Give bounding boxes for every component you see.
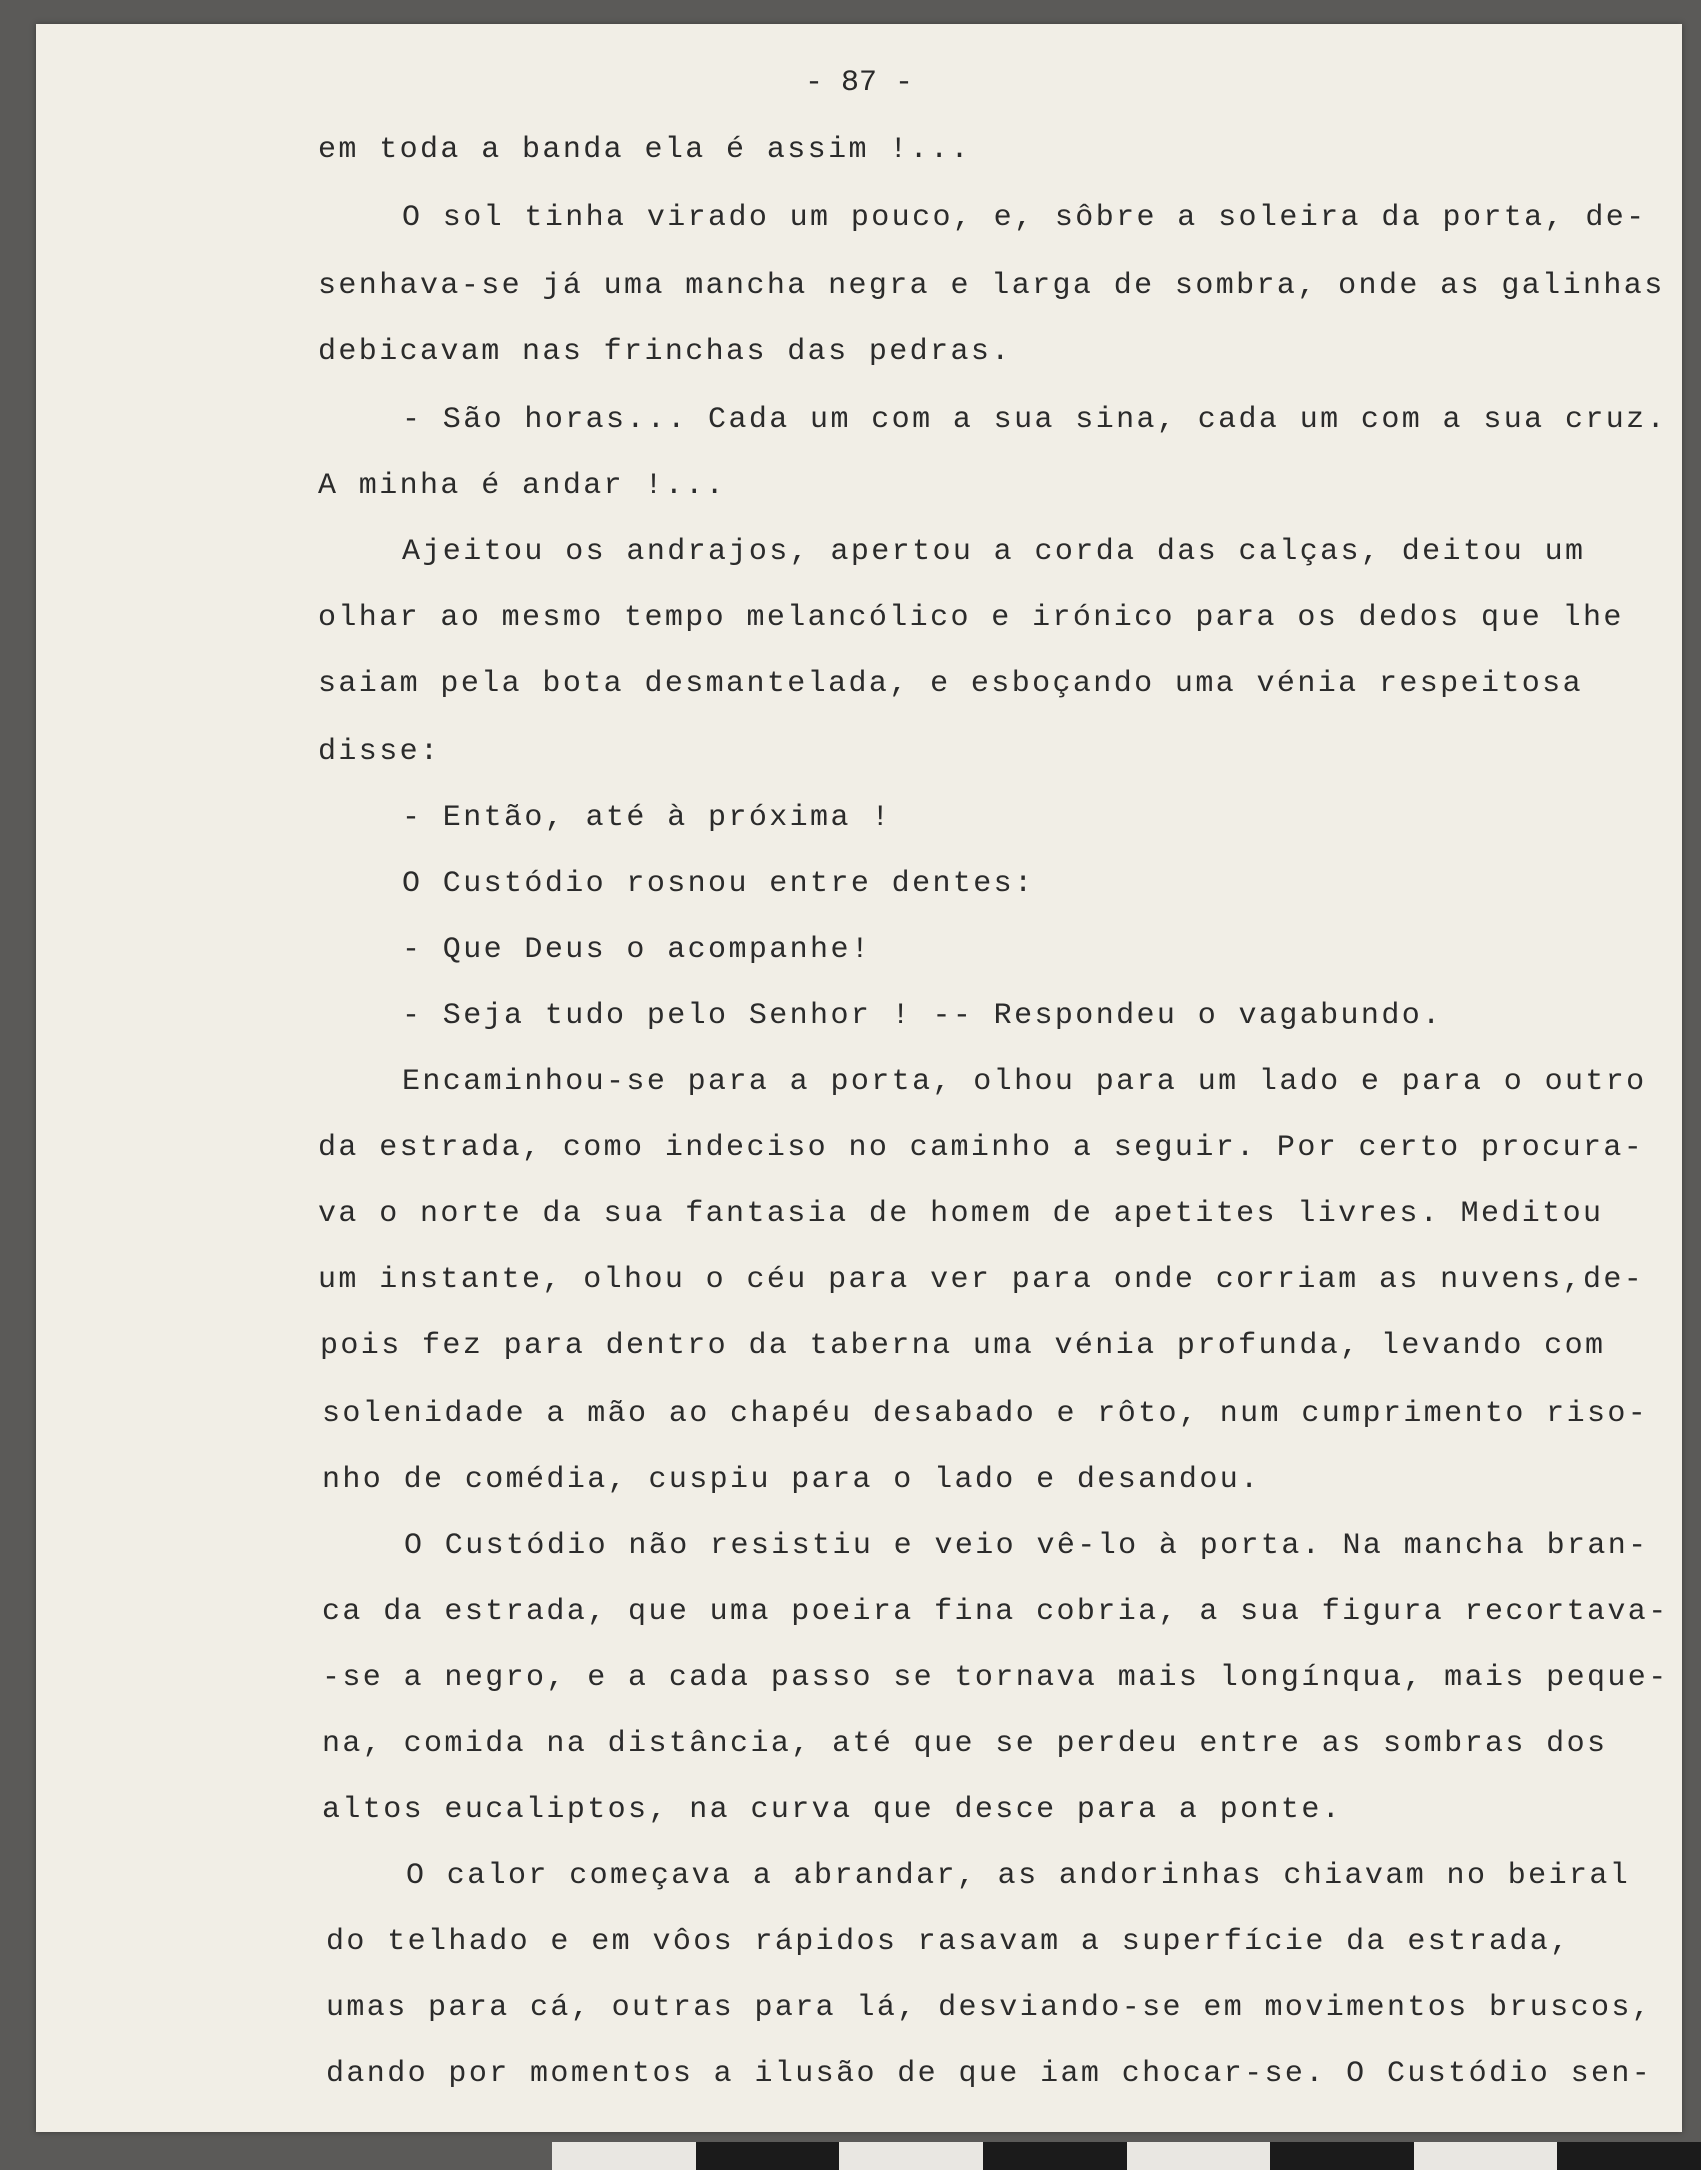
text-line: em toda a banda ela é assim !... — [318, 133, 971, 167]
text-line: do telhado e em vôos rápidos rasavam a superfície da estrada, — [326, 1925, 1571, 1959]
text-line: dando por momentos a ilusão de que iam chocar-se. O Custódio sen- — [326, 2057, 1653, 2091]
text-line: O calor começava a abrandar, as andorinhas chiavam no beiral — [406, 1859, 1631, 1893]
scale-segment — [1414, 2142, 1558, 2170]
scale-segment — [552, 2142, 696, 2170]
text-line: - Que Deus o acompanhe! — [402, 933, 872, 967]
scale-segment — [983, 2142, 1127, 2170]
text-line: O sol tinha virado um pouco, e, sôbre a soleira da porta, de- — [402, 201, 1647, 235]
text-line: um instante, olhou o céu para ver para onde corriam as nuvens,de- — [318, 1263, 1645, 1297]
color-calibration-scale — [552, 2142, 1701, 2170]
page-number: - 87 - — [804, 66, 914, 100]
scale-segment — [1127, 2142, 1271, 2170]
text-line: - São horas... Cada um com a sua sina, cada um com a sua cruz. — [402, 403, 1667, 437]
text-line: O Custódio não resistiu e veio vê-lo à porta. Na mancha bran- — [404, 1529, 1649, 1563]
text-line: olhar ao mesmo tempo melancólico e irónico para os dedos que lhe — [318, 601, 1624, 635]
text-line: Ajeitou os andrajos, apertou a corda das calças, deitou um — [402, 535, 1586, 569]
text-line: ca da estrada, que uma poeira fina cobria, a sua figura recortava- — [322, 1595, 1669, 1629]
scale-segment — [1557, 2142, 1701, 2170]
document-page — [36, 24, 1682, 2132]
text-line: debicavam nas frinchas das pedras. — [318, 335, 1012, 369]
text-line: -se a negro, e a cada passo se tornava mais longínqua, mais peque- — [322, 1661, 1669, 1695]
text-line: va o norte da sua fantasia de homem de apetites livres. Meditou — [318, 1197, 1604, 1231]
text-line: na, comida na distância, até que se perdeu entre as sombras dos — [322, 1727, 1608, 1761]
text-line: solenidade a mão ao chapéu desabado e rôto, num cumprimento riso- — [322, 1397, 1649, 1431]
text-line: Encaminhou-se para a porta, olhou para um lado e para o outro — [402, 1065, 1647, 1099]
text-line: senhava-se já uma mancha negra e larga de sombra, onde as galinhas — [318, 269, 1665, 303]
scale-segment — [839, 2142, 983, 2170]
text-line: saiam pela bota desmantelada, e esboçando uma vénia respeitosa — [318, 667, 1583, 701]
text-line: - Então, até à próxima ! — [402, 801, 892, 835]
text-line: umas para cá, outras para lá, desviando-se em movimentos bruscos, — [326, 1991, 1653, 2025]
text-line: pois fez para dentro da taberna uma vénia profunda, levando com — [320, 1329, 1606, 1363]
text-line: da estrada, como indeciso no caminho a seguir. Por certo procura- — [318, 1131, 1645, 1165]
text-line: nho de comédia, cuspiu para o lado e desandou. — [322, 1463, 1261, 1497]
text-line: - Seja tudo pelo Senhor ! -- Respondeu o vagabundo. — [402, 999, 1443, 1033]
scale-segment — [696, 2142, 840, 2170]
text-line: disse: — [318, 735, 441, 769]
text-line: altos eucaliptos, na curva que desce para a ponte. — [322, 1793, 1343, 1827]
scale-segment — [1270, 2142, 1414, 2170]
text-line: A minha é andar !... — [318, 469, 727, 503]
text-line: O Custódio rosnou entre dentes: — [402, 867, 1035, 901]
